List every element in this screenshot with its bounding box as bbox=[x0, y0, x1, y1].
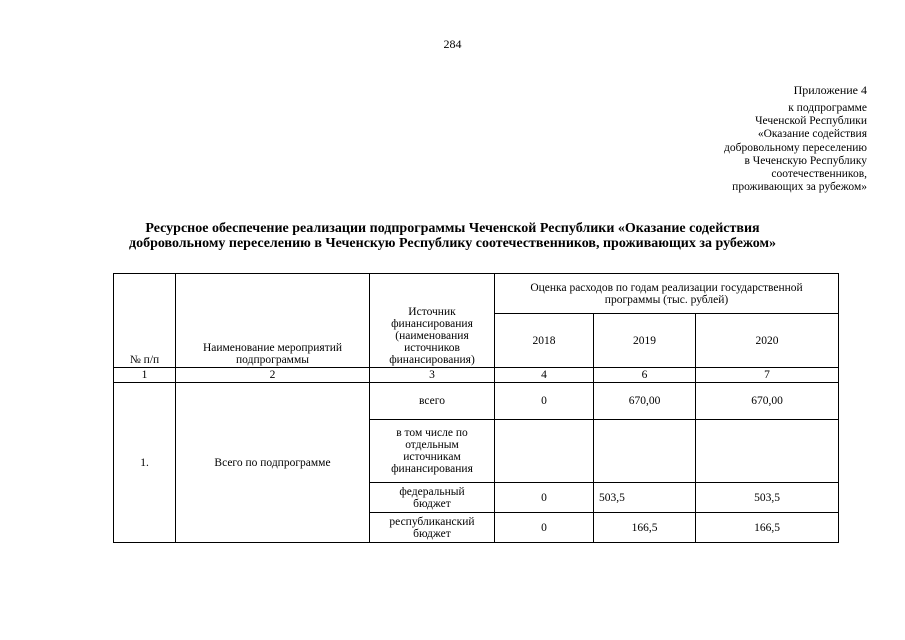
appendix-line: соотечественников, bbox=[771, 168, 867, 181]
row-num: 1. bbox=[114, 383, 176, 543]
appendix-line: в Чеченскую Республику bbox=[744, 154, 867, 167]
appendix-line: «Оказание содействия bbox=[757, 128, 867, 141]
appendix-subtitle bbox=[724, 102, 867, 194]
header-line: Наименование мероприятий bbox=[202, 342, 343, 354]
column-index: 6 bbox=[594, 368, 696, 383]
header-year-2019: 2019 bbox=[594, 314, 696, 368]
source-line: бюджет bbox=[413, 527, 451, 540]
value-2019: 166,5 bbox=[594, 513, 696, 543]
header-line: (наименования bbox=[395, 330, 469, 342]
value-2020: 503,5 bbox=[696, 483, 839, 513]
header-year-2020: 2020 bbox=[696, 314, 839, 368]
column-index-row bbox=[114, 368, 839, 383]
value-2020 bbox=[696, 420, 839, 483]
header-year-2018: 2018 bbox=[495, 314, 594, 368]
value-2019: 670,00 bbox=[594, 383, 696, 420]
appendix-line: к подпрограмме bbox=[788, 102, 867, 114]
header-line: программы (тыс. рублей) bbox=[604, 293, 729, 306]
title-line: Ресурсное обеспечение реализации подпрограммы Чеченской Республики «Оказание содействия bbox=[145, 221, 760, 236]
header-line: подпрограммы bbox=[236, 354, 309, 366]
value-2018: 0 bbox=[495, 483, 594, 513]
header-activity-name bbox=[176, 274, 370, 368]
value-2018: 0 bbox=[495, 513, 594, 543]
funding-source bbox=[370, 420, 495, 483]
source-line: источникам bbox=[403, 451, 461, 463]
column-index: 3 bbox=[370, 368, 495, 383]
header-line: источников bbox=[404, 342, 460, 354]
table-row bbox=[114, 383, 839, 420]
source-line: всего bbox=[419, 395, 445, 407]
header-line: Оценка расходов по годам реализации государственной bbox=[530, 281, 803, 294]
value-2020: 670,00 bbox=[696, 383, 839, 420]
column-index: 1 bbox=[114, 368, 176, 383]
page-number: 284 bbox=[443, 37, 462, 51]
header-line: Источник bbox=[408, 306, 456, 318]
header-funding-source bbox=[370, 274, 495, 368]
funding-source bbox=[370, 483, 495, 513]
header-line: финансирования) bbox=[389, 354, 475, 366]
appendix-line: добровольному переселению bbox=[724, 141, 867, 154]
source-line: отдельным bbox=[405, 439, 459, 451]
source-line: финансирования bbox=[391, 463, 473, 475]
appendix-line: Чеченской Республики bbox=[755, 115, 867, 128]
funding-source bbox=[370, 383, 495, 420]
header-cost-estimate bbox=[495, 274, 839, 314]
source-line: бюджет bbox=[413, 497, 451, 510]
column-index: 4 bbox=[495, 368, 594, 383]
document-title bbox=[0, 222, 905, 251]
appendix-title: Приложение 4 bbox=[793, 83, 867, 97]
appendix-line: проживающих за рубежом» bbox=[732, 181, 867, 194]
header-num: № п/п bbox=[114, 274, 176, 368]
resource-table bbox=[113, 273, 839, 543]
value-2019: 503,5 bbox=[594, 483, 696, 513]
source-line: федеральный bbox=[399, 485, 465, 498]
value-2019 bbox=[594, 420, 696, 483]
header-line: финансирования bbox=[391, 318, 473, 330]
value-2020: 166,5 bbox=[696, 513, 839, 543]
title-line: добровольному переселению в Чеченскую Республику соотечественников, проживающих за рубежом» bbox=[128, 235, 776, 251]
source-line: республиканский bbox=[389, 515, 475, 528]
column-index: 2 bbox=[176, 368, 370, 383]
funding-source bbox=[370, 513, 495, 543]
value-2018: 0 bbox=[495, 383, 594, 420]
column-index: 7 bbox=[696, 368, 839, 383]
value-2018 bbox=[495, 420, 594, 483]
row-activity-name: Всего по подпрограмме bbox=[176, 383, 370, 543]
source-line: в том числе по bbox=[396, 427, 468, 439]
